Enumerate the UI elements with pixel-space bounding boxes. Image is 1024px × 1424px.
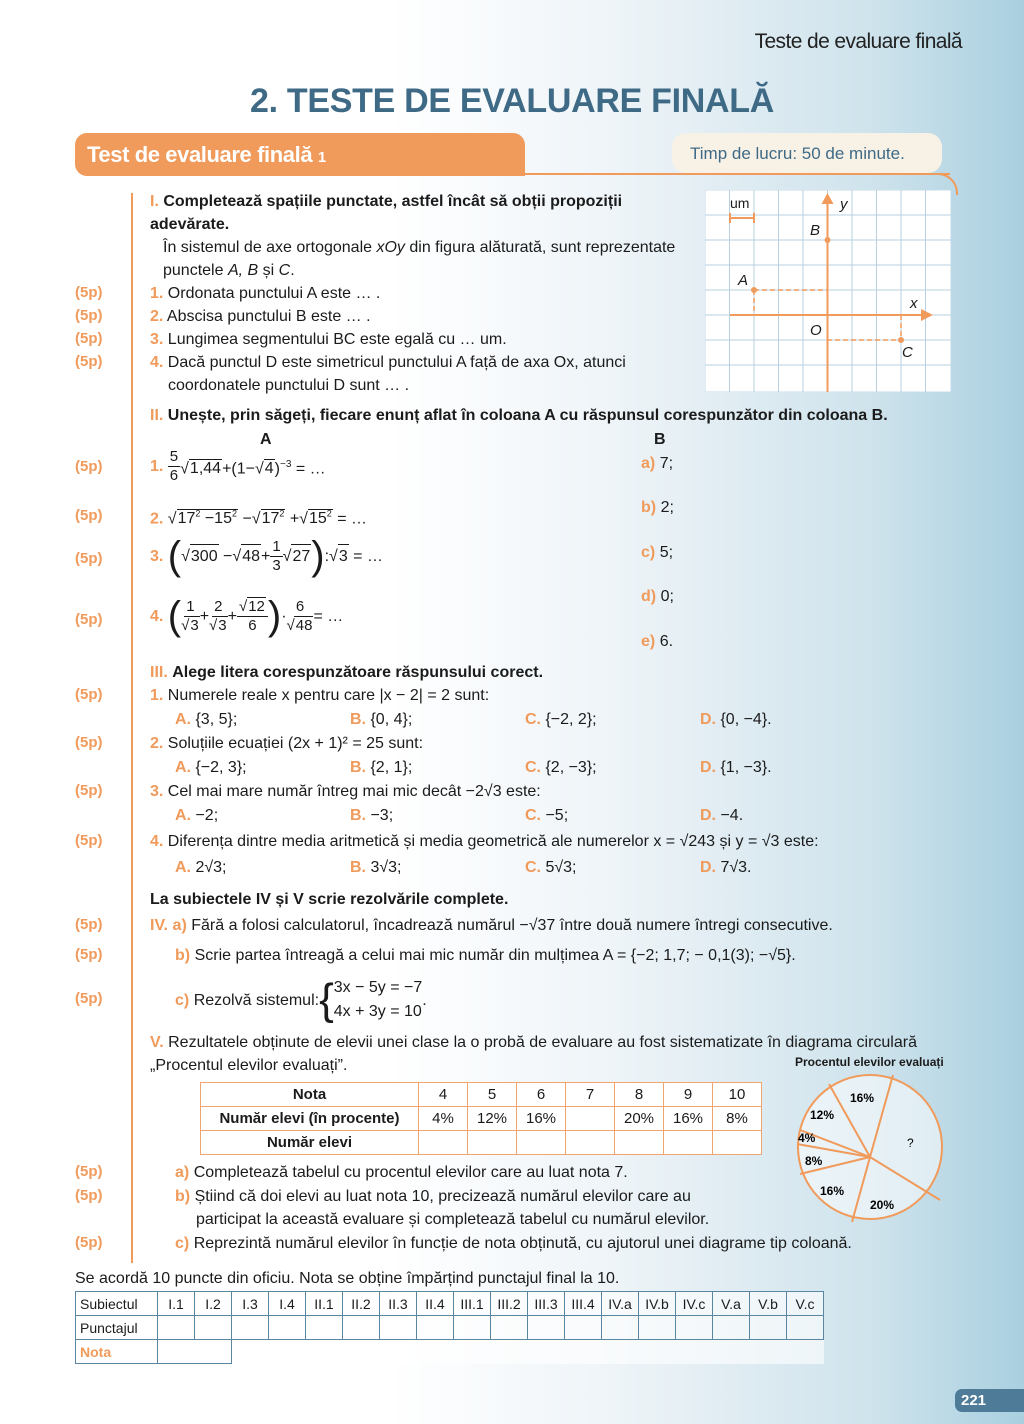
answer-d: d) 0;: [641, 588, 674, 605]
options-III-1: [175, 708, 955, 731]
item-I-2: 2. Abscisa punctului B este … .: [150, 308, 371, 325]
points-label: (5p): [75, 507, 103, 524]
section-2-header: II. Unește, prin săgeți, fiecare enunț aflat în coloana A cu răspunsul corespunzător din coloana B.: [150, 407, 888, 424]
grades-table: Nota 4 5 6 7 8 9 10 Număr elevi (în procente) 4% 12% 16% 20% 16% 8% Număr elevi: [200, 1082, 762, 1155]
svg-text:16%: 16%: [820, 1184, 845, 1198]
svg-text:B: B: [810, 222, 821, 239]
option-c[interactable]: C. −5;: [525, 807, 569, 824]
points-label: (5p): [75, 782, 103, 799]
svg-text:x: x: [910, 295, 918, 312]
item-V-b: b) Știind că doi elevi au luat nota 10, precizează numărul elevilor care au: [175, 1188, 691, 1205]
points-label: (5p): [75, 686, 103, 703]
margin-rule: [131, 193, 133, 1263]
time-label: Timp de lucru: 50 de minute.: [672, 133, 942, 173]
column-a-header: A: [260, 431, 272, 448]
running-head: Teste de evaluare finală: [754, 30, 962, 53]
points-label: (5p): [75, 1234, 103, 1251]
points-label: (5p): [75, 832, 103, 849]
option-c[interactable]: C. 5√3;: [525, 859, 577, 876]
option-c[interactable]: C. {−2, 2};: [525, 711, 597, 728]
points-label: (5p): [75, 307, 103, 324]
options-III-2: [175, 756, 955, 779]
points-label: (5p): [75, 1187, 103, 1204]
section-1-intro: În sistemul de axe ortogonale xOy din figura alăturată, sunt reprezentate punctele A, B și C.: [163, 239, 676, 279]
score-table: Subiectul I.1 I.2 I.3 I.4 II.1 II.2 II.3 II.4 III.1 III.2 III.3 III.4 IV.a IV.b IV.c V.a V.b V.c Punctajul Nota: [75, 1291, 824, 1364]
item-V-b-cont: participat la această evaluare și completează tabelul cu numărul elevilor.: [196, 1211, 710, 1228]
points-label: (5p): [75, 1163, 103, 1180]
points-label: (5p): [75, 916, 103, 933]
answer-c: c) 5;: [641, 544, 674, 561]
item-I-4: 4. Dacă punctul D este simetricul punctului A față de axa Ox, atunci coordonatele punctului D sunt … .: [150, 354, 626, 394]
item-IV-a: IV. a) Fără a folosi calculatorul, încadrează numărul −√37 între două numere întregi consecutive.: [150, 917, 833, 934]
answer-a: a) 7;: [641, 455, 674, 472]
item-II-1: 1. $\frac{5}{6}$ $√1,44+(1-√4)^{-3}$ = …: [150, 448, 326, 484]
test-title-tab: [75, 133, 525, 176]
svg-text:8%: 8%: [805, 1154, 823, 1168]
section-3-header: III. Alege litera corespunzătoare răspunsului corect.: [150, 664, 544, 681]
item-I-1: 1. Ordonata punctului A este … .: [150, 285, 381, 302]
svg-text:12%: 12%: [810, 1108, 835, 1122]
option-d[interactable]: D. {1, −3}.: [700, 759, 772, 776]
options-III-3: [175, 804, 955, 827]
option-b[interactable]: B. 3√3;: [350, 859, 402, 876]
option-a[interactable]: A. {−2, 3};: [175, 759, 247, 776]
svg-text:4%: 4%: [798, 1131, 816, 1145]
points-label: (5p): [75, 284, 103, 301]
section-title: Completează spațiile punctate, astfel încât să obții propoziții adevărate.: [150, 193, 623, 233]
nota-7-percent-cell[interactable]: [566, 1107, 615, 1131]
svg-text:?: ?: [907, 1136, 914, 1150]
points-label: (5p): [75, 990, 103, 1007]
instruction-text: La subiectele IV și V scrie rezolvările complete.: [150, 891, 509, 908]
svg-text:y: y: [840, 196, 848, 213]
option-d[interactable]: D. {0, −4}.: [700, 711, 772, 728]
item-I-3: 3. Lungimea segmentului BC este egală cu … um.: [150, 331, 507, 348]
pie-chart: [795, 1072, 945, 1222]
points-label: (5p): [75, 330, 103, 347]
section-1-header: [150, 190, 695, 236]
option-b[interactable]: B. {0, 4};: [350, 711, 413, 728]
unit-label: um: [730, 195, 750, 211]
scoring-note: Se acordă 10 puncte din oficiu. Nota se obține împărțind punctajul final la 10.: [75, 1270, 620, 1287]
item-IV-b: b) Scrie partea întreagă a celui mai mic număr din mulțimea A = {−2; 1,7; − 0,1(3); −√5}.: [175, 947, 796, 964]
options-III-4: [175, 856, 955, 879]
item-III-3: 3. Cel mai mare număr întreg mai mic decât −2√3 este:: [150, 783, 541, 800]
coordinate-grid-figure: [705, 190, 951, 392]
chapter-title: 2. TESTE DE EVALUARE FINALĂ: [250, 82, 774, 120]
section-number: I.: [150, 193, 159, 210]
item-V-a: a) Completează tabelul cu procentul elevilor care au luat nota 7.: [175, 1164, 628, 1181]
points-label: (5p): [75, 734, 103, 751]
option-a[interactable]: A. 2√3;: [175, 859, 227, 876]
svg-text:C: C: [902, 344, 913, 361]
item-III-4: 4. Diferența dintre media aritmetică și media geometrică ale numerelor x = √243 și y = √3 este:: [150, 833, 819, 850]
section-5-text: V. Rezultatele obținute de elevii unei clase la o probă de evaluare au fost sistematizate în diagrama circulară „Procentul elevilor evaluați”.: [150, 1034, 917, 1074]
option-c[interactable]: C. {2, −3};: [525, 759, 597, 776]
test-title: Test de evaluare finală: [87, 142, 313, 167]
option-d[interactable]: D. 7√3.: [700, 859, 752, 876]
points-label: (5p): [75, 611, 103, 628]
item-II-4: 4. ( $\frac{1}{√3}$ + $\frac{2}{√3}$ + $\frac{√12}{6}$ ) · $\frac{6}{√48}$ = …: [150, 594, 344, 638]
points-label: (5p): [75, 353, 103, 370]
answer-b: b) 2;: [641, 499, 674, 516]
option-a[interactable]: A. −2;: [175, 807, 219, 824]
option-d[interactable]: D. −4.: [700, 807, 744, 824]
divider-line: [525, 173, 950, 175]
points-label: (5p): [75, 946, 103, 963]
column-b-header: B: [654, 431, 666, 448]
item-V-c: c) Reprezintă numărul elevilor în funcție de nota obținută, cu ajutorul unei diagrame tip coloană.: [175, 1235, 852, 1252]
page-number: 221: [955, 1389, 1024, 1412]
option-b[interactable]: B. {2, 1};: [350, 759, 413, 776]
points-label: (5p): [75, 458, 103, 475]
option-b[interactable]: B. −3;: [350, 807, 394, 824]
points-label: (5p): [75, 550, 103, 567]
item-IV-c: c) Rezolvă sistemul: { 3x − 5y = −7 4x + 3y = 10 .: [175, 975, 427, 1024]
svg-text:20%: 20%: [870, 1198, 895, 1212]
svg-text:16%: 16%: [850, 1091, 875, 1105]
system-equation-1: 3x − 5y = −7: [333, 979, 423, 996]
svg-text:A: A: [738, 272, 749, 289]
option-a[interactable]: A. {3, 5};: [175, 711, 238, 728]
test-number: 1: [317, 149, 326, 166]
final-grade-cell[interactable]: [158, 1340, 232, 1364]
answer-e: e) 6.: [641, 633, 674, 650]
item-III-1: 1. Numerele reale x pentru care |x − 2| = 2 sunt:: [150, 687, 490, 704]
item-III-2: 2. Soluțiile ecuației (2x + 1)² = 25 sunt:: [150, 735, 424, 752]
pie-chart-title: Procentul elevilor evaluați: [795, 1055, 944, 1069]
system-equation-2: 4x + 3y = 10: [333, 1003, 422, 1020]
item-II-3: 3. ( √ 300 −√ 48 + $\frac{1}{3}$ √ 27 ) :√ 3 = …: [150, 534, 383, 578]
item-II-2: 2. $√17^2 -15^2 -√17^2 +√15^2$ = …: [150, 509, 368, 528]
svg-text:O: O: [810, 322, 822, 339]
